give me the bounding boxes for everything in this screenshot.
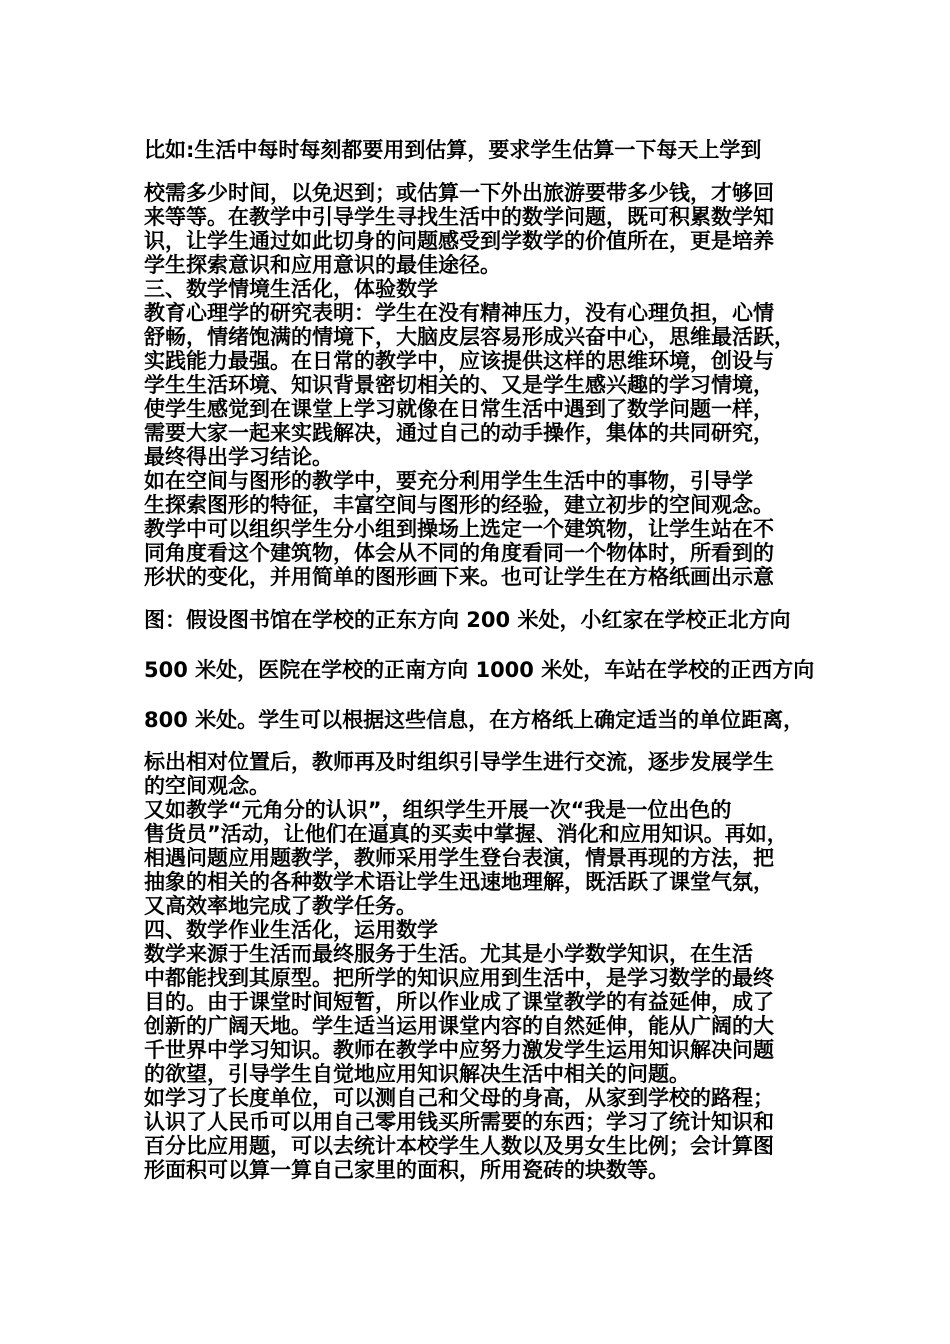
- text-line: 比如:生活中每时每刻都要用到估算，要求学生估算一下每天上学到: [144, 138, 762, 162]
- text-line: 实践能力最强。在日常的教学中，应该提供这样的思维环境，创设与: [144, 349, 774, 373]
- text-line: 校需多少时间，以免迟到；或估算一下外出旅游要带多少钱，才够回: [144, 181, 774, 205]
- text-line: 又如教学“元角分的认识”，组织学生开展一次“我是一位出色的: [144, 798, 732, 822]
- text-line: 数学来源于生活而最终服务于生活。尤其是小学数学知识，在生活: [144, 942, 753, 966]
- text-line: 生探索图形的特征，丰富空间与图形的经验，建立初步的空间观念。: [144, 493, 774, 517]
- text-line: 相遇问题应用题教学，教师采用学生登台表演，情景再现的方法，把: [144, 846, 774, 870]
- text-line: 学生探索意识和应用意识的最佳途径。: [144, 253, 501, 277]
- text-line: 需要大家一起来实践解决，通过自己的动手操作，集体的共同研究，: [144, 421, 774, 445]
- text-line: 教育心理学的研究表明：学生在没有精神压力，没有心理负担，心情: [144, 301, 774, 325]
- text-line: 认识了人民币可以用自己零用钱买所需要的东西；学习了统计知识和: [144, 1110, 774, 1134]
- text-line: 千世界中学习知识。教师在教学中应努力激发学生运用知识解决问题: [144, 1038, 774, 1062]
- text-line: 学生生活环境、知识背景密切相关的、又是学生感兴趣的学习情境，: [144, 373, 774, 397]
- text-line: 目的。由于课堂时间短暂，所以作业成了课堂教学的有益延伸，成了: [144, 990, 774, 1014]
- text-line: 图：假设图书馆在学校的正东方向 200 米处，小红家在学校正北方向: [144, 608, 791, 632]
- text-line: 又高效率地完成了教学任务。: [144, 894, 417, 918]
- text-line: 800 米处。学生可以根据这些信息，在方格纸上确定适当的单位距离，: [144, 708, 805, 732]
- text-line: 标出相对位置后，教师再及时组织引导学生进行交流，逐步发展学生: [144, 750, 774, 774]
- text-line: 形面积可以算一算自己家里的面积，所用瓷砖的块数等。: [144, 1158, 669, 1182]
- text-line: 如学习了长度单位，可以测自己和父母的身高，从家到学校的路程；: [144, 1086, 774, 1110]
- text-line: 形状的变化，并用简单的图形画下来。也可让学生在方格纸画出示意: [144, 565, 774, 589]
- text-line: 百分比应用题，可以去统计本校学生人数以及男女生比例；会计算图: [144, 1134, 774, 1158]
- text-line: 售货员”活动，让他们在逼真的买卖中掌握、消化和应用知识。再如，: [144, 822, 788, 846]
- text-line: 抽象的相关的各种数学术语让学生迅速地理解，既活跃了课堂气氛，: [144, 870, 774, 894]
- text-line: 创新的广阔天地。学生适当运用课堂内容的自然延伸，能从广阔的大: [144, 1014, 774, 1038]
- text-line: 中都能找到其原型。把所学的知识应用到生活中，是学习数学的最终: [144, 966, 774, 990]
- section-heading: 四、数学作业生活化，运用数学: [144, 918, 438, 942]
- text-line: 的欲望，引导学生自觉地应用知识解决生活中相关的问题。: [144, 1062, 690, 1086]
- text-line: 500 米处，医院在学校的正南方向 1000 米处，车站在学校的正西方向: [144, 658, 815, 682]
- text-line: 的空间观念。: [144, 774, 270, 798]
- text-line: 最终得出学习结论。: [144, 445, 333, 469]
- text-line: 来等等。在教学中引导学生寻找生活中的数学问题，既可积累数学知: [144, 205, 774, 229]
- section-heading: 三、数学情境生活化，体验数学: [144, 277, 438, 301]
- text-line: 同角度看这个建筑物，体会从不同的角度看同一个物体时，所看到的: [144, 541, 774, 565]
- text-line: 如在空间与图形的教学中，要充分利用学生生活中的事物，引导学: [144, 469, 753, 493]
- text-line: 教学中可以组织学生分小组到操场上选定一个建筑物，让学生站在不: [144, 517, 774, 541]
- text-line: 识，让学生通过如此切身的问题感受到学数学的价值所在，更是培养: [144, 229, 774, 253]
- text-line: 使学生感觉到在课堂上学习就像在日常生活中遇到了数学问题一样，: [144, 397, 774, 421]
- text-line: 舒畅，情绪饱满的情境下，大脑皮层容易形成兴奋中心，思维最活跃，: [144, 325, 795, 349]
